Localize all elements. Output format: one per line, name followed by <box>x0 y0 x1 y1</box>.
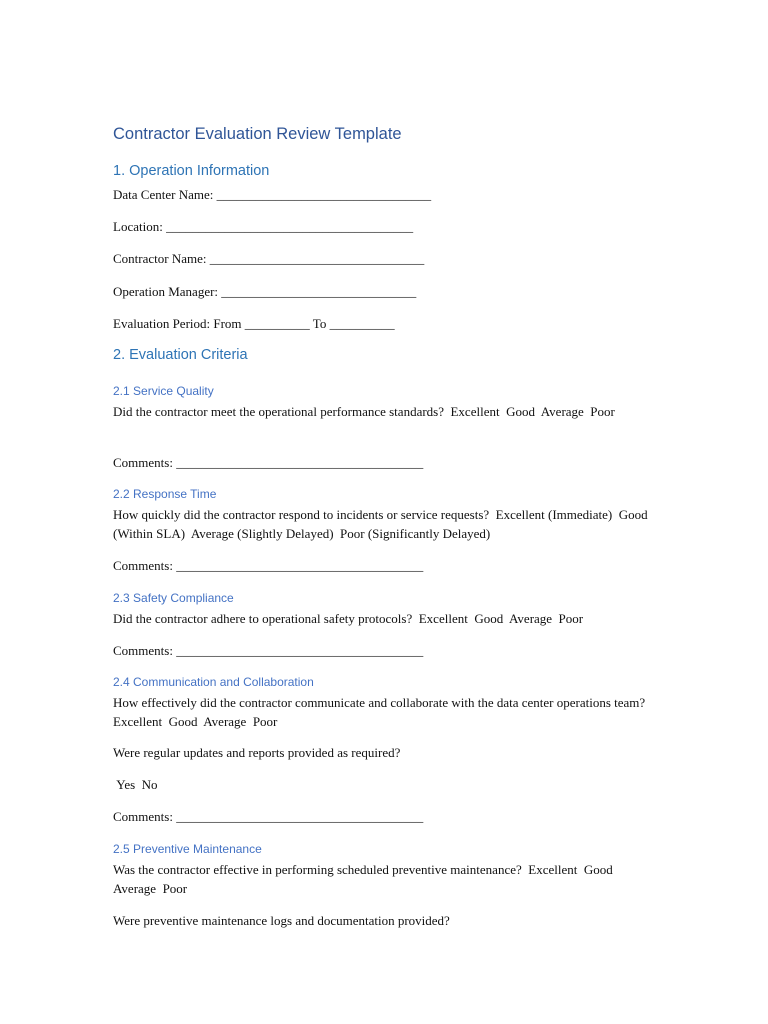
subsection-heading-service-quality: 2.1 Service Quality <box>113 384 214 398</box>
comments-service-quality: Comments: ______________________________________ <box>113 455 424 470</box>
document-title: Contractor Evaluation Review Template <box>113 125 402 143</box>
question-maintenance-logs: Were preventive maintenance logs and documentation provided? <box>113 913 450 928</box>
question-service-quality: Did the contractor meet the operational performance standards? Excellent Good Average Poor <box>113 404 615 419</box>
question-regular-updates: Were regular updates and reports provided as required? <box>113 745 401 760</box>
section-heading-evaluation-criteria: 2. Evaluation Criteria <box>113 347 248 363</box>
field-contractor-name: Contractor Name: _________________________________ <box>113 251 425 266</box>
question-safety-compliance: Did the contractor adhere to operational safety protocols? Excellent Good Average Poor <box>113 611 584 626</box>
subsection-heading-preventive-maintenance: 2.5 Preventive Maintenance <box>113 842 262 856</box>
answer-yes-no: Yes No <box>113 777 158 792</box>
field-operation-manager: Operation Manager: ______________________________ <box>113 284 417 299</box>
question-preventive-maintenance: Was the contractor effective in performing scheduled preventive maintenance? Excellent Good Average Poor <box>113 862 619 896</box>
question-response-time: How quickly did the contractor respond to incidents or service requests? Excellent (Immediate) Good (Within SLA) Average (Slightly Delayed) Poor (Significantly Delayed) <box>113 507 651 541</box>
comments-safety-compliance: Comments: ______________________________________ <box>113 643 424 658</box>
comments-response-time: Comments: ______________________________________ <box>113 558 424 573</box>
comments-communication: Comments: ______________________________________ <box>113 809 424 824</box>
subsection-heading-communication-collaboration: 2.4 Communication and Collaboration <box>113 675 314 689</box>
question-communication: How effectively did the contractor communicate and collaborate with the data center operations team? Excellent Good Average Poor <box>113 695 652 729</box>
subsection-heading-safety-compliance: 2.3 Safety Compliance <box>113 591 234 605</box>
field-evaluation-period: Evaluation Period: From __________ To __________ <box>113 316 395 331</box>
section-heading-operation-information: 1. Operation Information <box>113 163 270 179</box>
subsection-heading-response-time: 2.2 Response Time <box>113 487 217 501</box>
field-location: Location: ______________________________________ <box>113 219 414 234</box>
field-data-center-name: Data Center Name: _________________________________ <box>113 187 432 202</box>
